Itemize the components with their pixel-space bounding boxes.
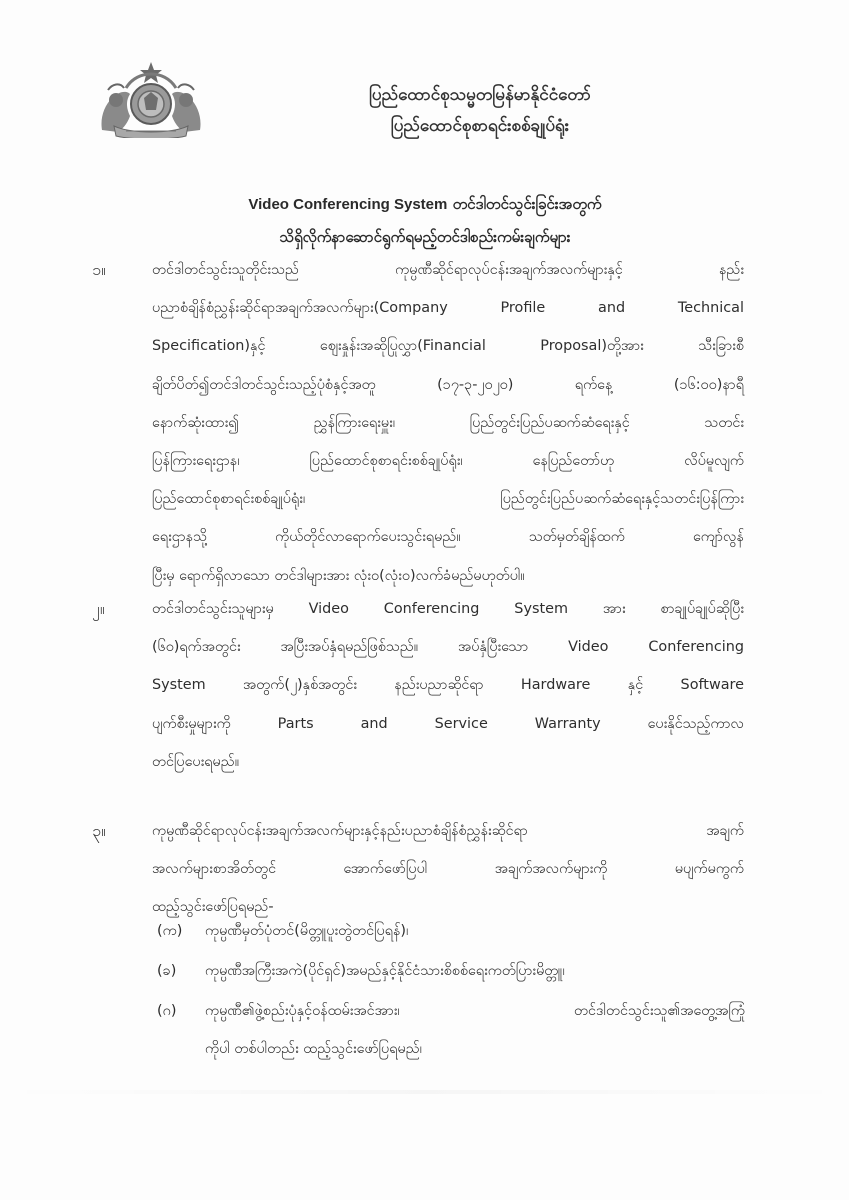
clause-number: ၂။ [92, 599, 105, 618]
clause-body [152, 590, 744, 781]
clause-line: ပြည်ထောင်စုစာရင်းစစ်ချုပ်ရုံး၊ ပြည်တွင်းပြည်ပဆက်ဆံရေးနှင့်သတင်းပြန်ကြား [152, 491, 744, 508]
title-line-1 [120, 188, 730, 221]
document-title [120, 188, 730, 253]
subclause-line: ကုမ္ပဏီ၏ဖွဲ့စည်းပုံနှင့်ဝန်ထမ်းအင်အား၊ တင်ဒါတင်သွင်းသူ၏အတွေ့အကြုံ [205, 1003, 745, 1019]
clause-line: ပြီးမှ ရောက်ရှိလာသော တင်ဒါများအား လုံး၀(လုံး၀)လက်ခံမည်မဟုတ်ပါ။ [152, 567, 525, 584]
clause-line: ထည့်သွင်းဖော်ပြရမည်- [152, 899, 274, 916]
title-purpose: တင်ဒါတင်သွင်းခြင်းအတွက် [447, 195, 602, 213]
state-seal-emblem [96, 60, 206, 138]
scan-artifact [0, 1090, 849, 1094]
subclause-body [205, 912, 745, 950]
subclause-body [205, 992, 745, 1068]
clause-line: ပျက်စီးမှုများကို Parts and Service Warranty ပေးနိုင်သည့်ကာလ [152, 715, 744, 732]
clause-line: ပညာစံချိန်စံညွှန်းဆိုင်ရာအချက်အလက်များ(Company Profile and Technical [152, 300, 744, 317]
clause-line: တင်ဒါတင်သွင်းသူတိုင်းသည် ကုမ္ပဏီဆိုင်ရာလုပ်ငန်းအချက်အလက်များနှင့် နည်း [152, 262, 744, 278]
document-header [240, 80, 720, 142]
title-line-2: သိရှိလိုက်နာဆောင်ရွက်ရမည့်တင်ဒါစည်းကမ်းချက်များ [279, 228, 571, 246]
subclause-line: ကိုပါ တစ်ပါတည်း ထည့်သွင်းဖော်ပြရမည်၊ [205, 1041, 422, 1058]
clause-line: တင်ဒါတင်သွင်းသူများမှ Video Conferencing System အား စာချုပ်ချုပ်ဆိုပြီး [152, 601, 744, 617]
clause-body [152, 812, 744, 927]
clause-line: Specification)နှင့် ဈေးနှုန်းအဆိုပြုလွှာ(Financial Proposal)တို့အား သီးခြားစီ [152, 338, 744, 355]
clause-line: ချိတ်ပိတ်၍တင်ဒါတင်သွင်းသည့်ပုံစံနှင့်အတူ (၁၇-၃-၂၀၂၀) ရက်နေ့ (၁၆:၀၀)နာရီ [152, 376, 744, 393]
subclause-label: (က) [157, 923, 183, 939]
office-name: ပြည်ထောင်စုစာရင်းစစ်ချုပ်ရုံး [390, 116, 570, 136]
clause-line: တင်ပြပေးရမည်။ [152, 753, 240, 770]
subclause-label: (ခ) [157, 963, 177, 979]
title-system-name: Video Conferencing System [248, 196, 448, 213]
clause-line: ရေးဌာနသို့ ကိုယ်တိုင်လာရောက်ပေးသွင်းရမည်။ သတ်မှတ်ချိန်ထက် ကျော်လွန် [152, 529, 744, 546]
clause-line: နောက်ဆုံးထား၍ ညွှန်ကြားရေးမှူး၊ ပြည်တွင်းပြည်ပဆက်ဆံရေးနှင့် သတင်း [152, 414, 744, 431]
clause-line: ပြန်ကြားရေးဌာန၊ ပြည်ထောင်စုစာရင်းစစ်ချုပ်ရုံး၊ နေပြည်တော်ဟု လိပ်မူလျက် [152, 453, 744, 470]
subclause-line: ကုမ္ပဏီအကြီးအကဲ(ပိုင်ရှင်)အမည်နှင့်နိုင်ငံသားစိစစ်ရေးကတ်ပြားမိတ္တူ၊ [205, 963, 565, 979]
subclause-body [205, 952, 745, 990]
subclause-label: (ဂ) [157, 1003, 177, 1019]
clause-body [152, 251, 744, 595]
clause-line: ကုမ္ပဏီဆိုင်ရာလုပ်ငန်းအချက်အလက်များနှင့်နည်းပညာစံချိန်စံညွှန်းဆိုင်ရာ အချက် [152, 823, 744, 839]
clause-line: အလက်များစာအိတ်တွင် အောက်ဖော်ပြပါ အချက်အလက်များကို မပျက်မကွက် [152, 861, 744, 878]
clause-line: (၆၀)ရက်အတွင်း အပြီးအပ်နှံရမည်ဖြစ်သည်။ အပ်နှံပြီးသော Video Conferencing [152, 639, 744, 656]
country-name: ပြည်ထောင်စုသမ္မတမြန်မာနိုင်ငံတော် [369, 85, 591, 105]
clause-line: System အတွက်(၂)နှစ်အတွင်း နည်းပညာဆိုင်ရာ Hardware နှင့် Software [152, 677, 744, 694]
clause-number: ၃။ [92, 821, 106, 840]
clause-number: ၁။ [92, 260, 106, 279]
subclause-line: ကုမ္ပဏီမှတ်ပုံတင်(မိတ္တူပူးတွဲတင်ပြရန်)၊ [205, 923, 409, 939]
